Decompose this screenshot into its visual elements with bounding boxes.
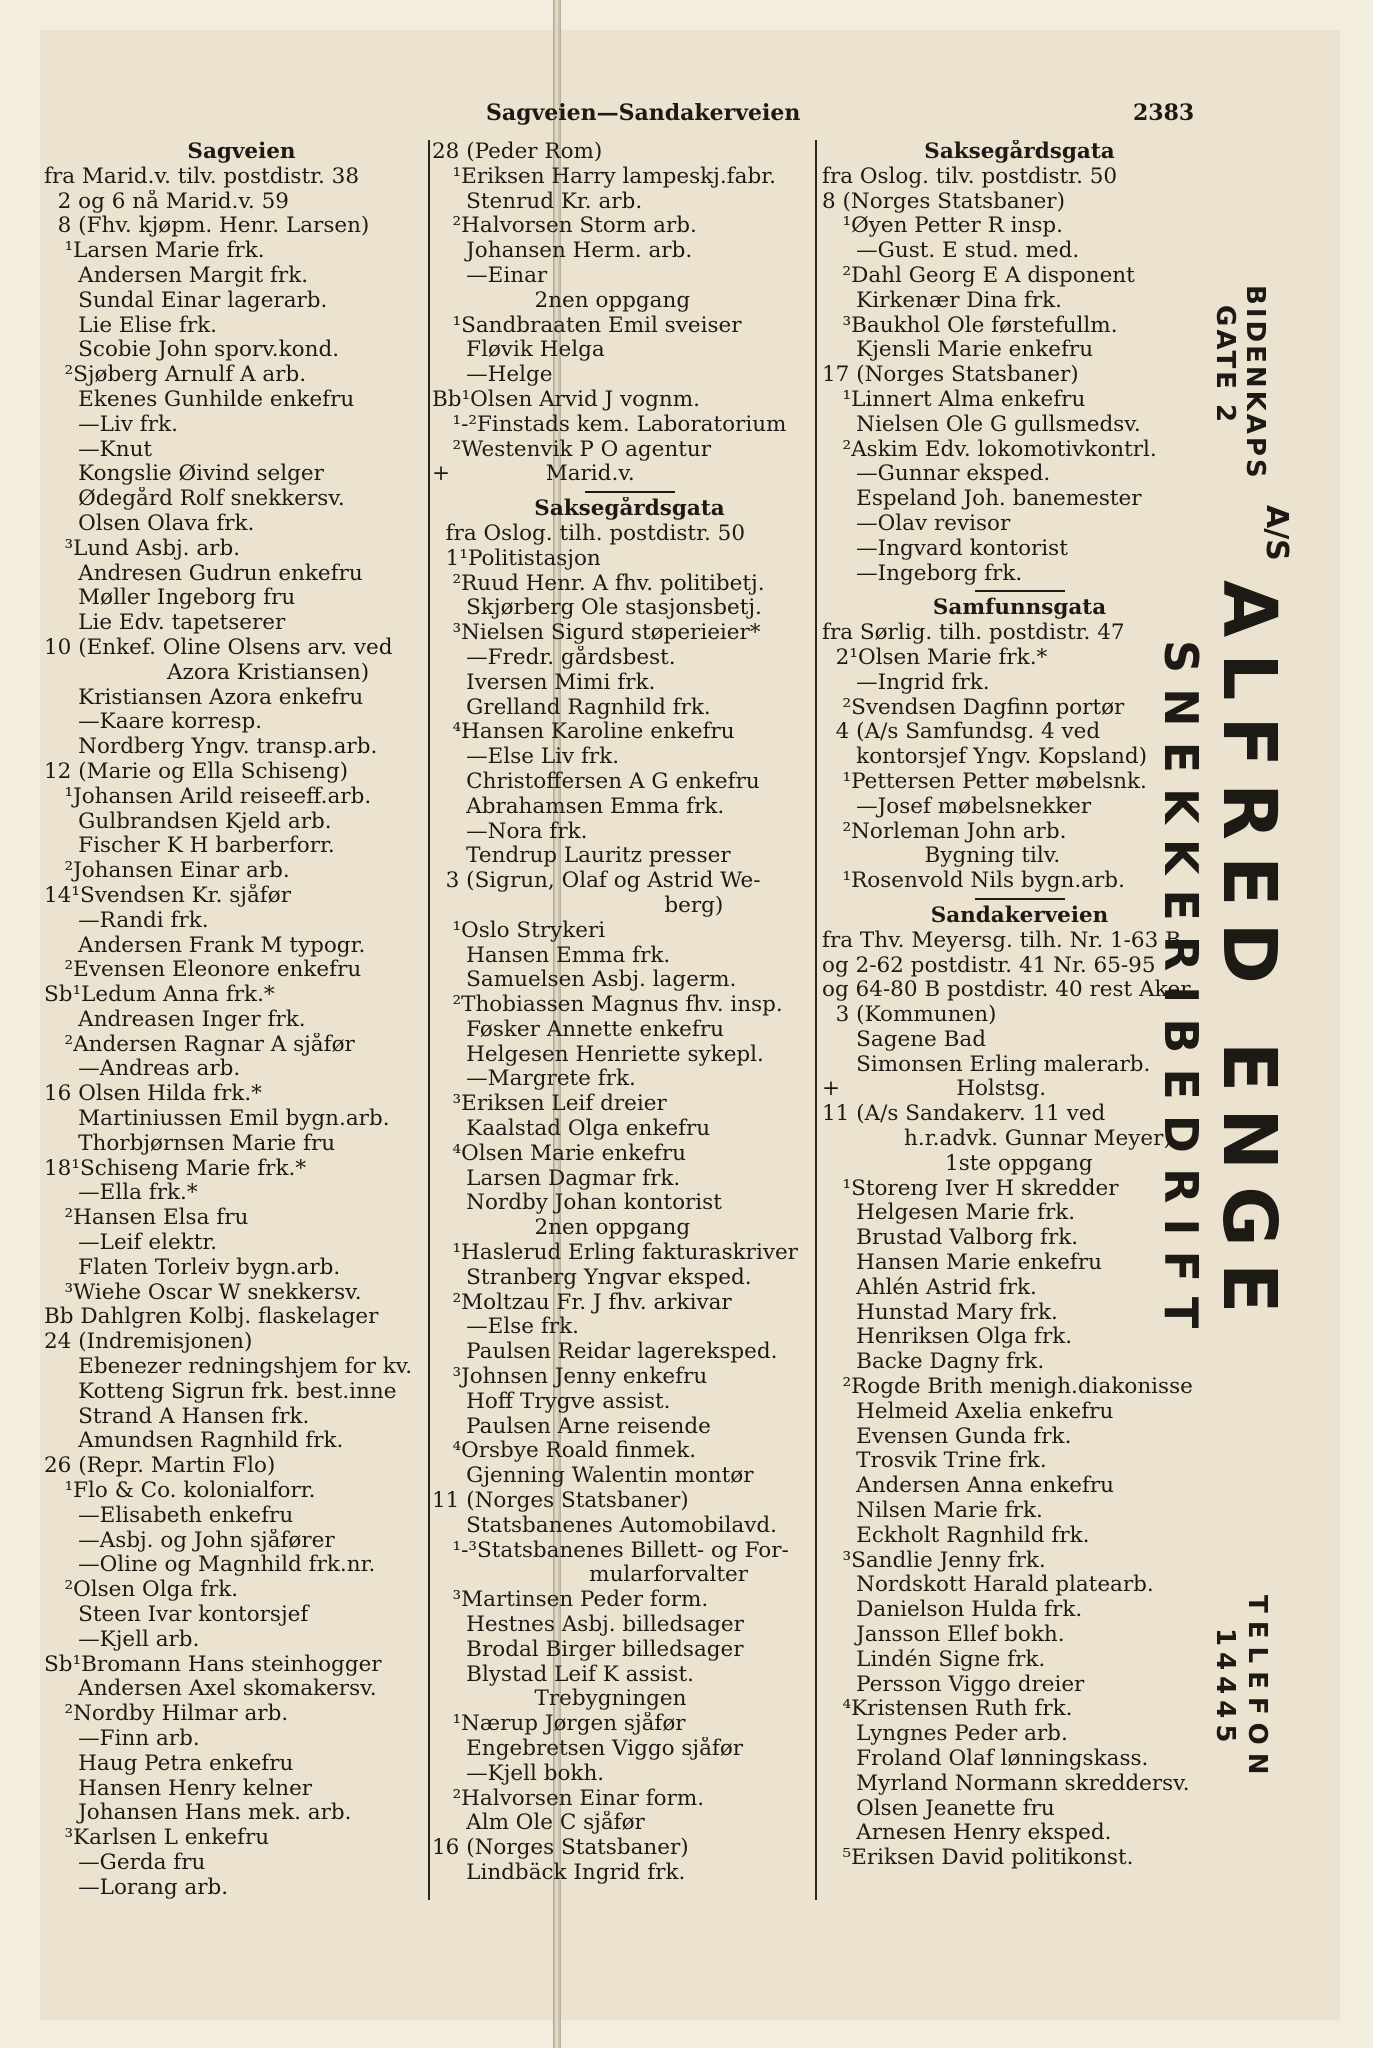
entry-line: —Gunnar eksped. bbox=[822, 462, 1051, 487]
entry-line: Kjensli Marie enkefru bbox=[822, 338, 1094, 363]
entry-line: 1¹Politistasjon bbox=[432, 546, 601, 571]
entry-line: ²Andersen Ragnar A sjåfør bbox=[44, 1032, 355, 1057]
entry-line: ²Hansen Elsa fru bbox=[44, 1206, 249, 1231]
entry-line: Trebygningen bbox=[432, 1687, 687, 1712]
ad-phone-number: 14445 bbox=[1210, 1628, 1240, 1749]
entry-line: 17 (Norges Statsbaner) bbox=[822, 363, 1079, 388]
entry-line: —Kjell arb. bbox=[44, 1627, 200, 1652]
entry-line: Kristiansen Azora enkefru bbox=[44, 685, 364, 710]
entry-line: ⁴Olsen Marie enkefru bbox=[432, 1141, 687, 1166]
entry-line: Simonsen Erling malerarb. bbox=[822, 1052, 1151, 1077]
entry-line: —Andreas arb. bbox=[44, 1057, 241, 1082]
entry-line: —Finn arb. bbox=[44, 1727, 200, 1751]
entry-line: —Einar bbox=[432, 263, 548, 288]
entry-line: —Margrete frk. bbox=[432, 1067, 636, 1092]
entry-line: Lie Elise frk. bbox=[44, 313, 218, 338]
entry-line: Alm Ole C sjåfør bbox=[432, 1811, 645, 1836]
entry-line: Martiniussen Emil bygn.arb. bbox=[44, 1107, 390, 1132]
entry-line: 28 (Peder Rom) bbox=[432, 140, 603, 164]
ad-address-line1: BIDENKAPS bbox=[1240, 285, 1270, 481]
entry-line: —Nora frk. bbox=[432, 819, 588, 844]
entry-line: 2nen oppgang bbox=[432, 1216, 691, 1241]
entry-line: Hestnes Asbj. billedsager bbox=[432, 1613, 744, 1638]
entry-line: Johansen Hans mek. arb. bbox=[44, 1801, 352, 1826]
entry-line: —Leif elektr. bbox=[44, 1231, 218, 1256]
entry-line: ³Sandlie Jenny frk. bbox=[822, 1548, 1046, 1573]
entry-line: Flaten Torleiv bygn.arb. bbox=[44, 1255, 341, 1280]
entry-line: 18¹Schiseng Marie frk.* bbox=[44, 1156, 307, 1181]
entry-line: kontorsjef Yngv. Kopsland) bbox=[822, 745, 1148, 770]
entry-line: ³Karlsen L enkefru bbox=[44, 1826, 270, 1851]
entry-line: Iversen Mimi frk. bbox=[432, 670, 656, 695]
entry-line: Sundal Einar lagerarb. bbox=[44, 288, 328, 313]
entry-line: Fischer K H barberforr. bbox=[44, 834, 335, 859]
entry-line: ¹Johansen Arild reiseeff.arb. bbox=[44, 784, 372, 809]
street-heading: Samfunnsgata bbox=[932, 596, 1107, 621]
entry-line: 2 og 6 nå Marid.v. 59 bbox=[44, 189, 289, 214]
entry-line: ²Dahl Georg E A disponent bbox=[822, 263, 1135, 288]
entry-line: ³Johnsen Jenny enkefru bbox=[432, 1365, 708, 1390]
entry-line: 3 (Kommunen) bbox=[822, 1003, 997, 1028]
entry-line: Scobie John sporv.kond. bbox=[44, 338, 340, 363]
entry-line: Hansen Henry kelner bbox=[44, 1776, 313, 1801]
entry-line: Froland Olaf lønningskass. bbox=[822, 1747, 1149, 1771]
entry-line: —Elisabeth enkefru bbox=[44, 1503, 294, 1528]
entry-line: —Randi frk. bbox=[44, 908, 209, 933]
entry-line: Jansson Ellef bokh. bbox=[822, 1623, 1065, 1648]
entry-line: Helgesen Henriette sykepl. bbox=[432, 1042, 764, 1067]
entry-line: —Ingvard kontorist bbox=[822, 536, 1068, 561]
entry-line: —Ingeborg frk. bbox=[822, 561, 1023, 586]
entry-line: 11 (A/s Sandakerv. 11 ved bbox=[822, 1102, 1106, 1127]
entry-line: ¹Pettersen Petter møbelsnk. bbox=[822, 769, 1147, 794]
entry-line: 14¹Svendsen Kr. sjåfør bbox=[44, 883, 291, 908]
entry-line: Lindbäck Ingrid frk. bbox=[432, 1860, 686, 1885]
entry-line: —Lorang arb. bbox=[44, 1875, 229, 1900]
entry-line: Eckholt Ragnhild frk. bbox=[822, 1523, 1090, 1548]
entry-line: Bb¹Olsen Arvid J vognm. bbox=[432, 387, 700, 412]
entry-line: Statsbanenes Automobilavd. bbox=[432, 1513, 777, 1538]
entry-line: ²Evensen Eleonore enkefru bbox=[44, 958, 362, 983]
ad-phone-label: TELEFON bbox=[1242, 1595, 1272, 1783]
entry-line: 11 (Norges Statsbaner) bbox=[432, 1489, 689, 1514]
entry-line: ²Svendsen Dagfinn portør bbox=[822, 695, 1125, 720]
entry-line: Henriksen Olga frk. bbox=[822, 1325, 1073, 1350]
entry-line: Gulbrandsen Kjeld arb. bbox=[44, 809, 332, 834]
entry-line: Gjenning Walentin montør bbox=[432, 1464, 754, 1489]
entry-line: Stenrud Kr. arb. bbox=[432, 189, 643, 214]
entry-line: Hoff Trygve assist. bbox=[432, 1389, 671, 1414]
entry-line: ³Wiehe Oscar W snekkersv. bbox=[44, 1280, 362, 1305]
entry-line: Bygning tilv. bbox=[822, 844, 1061, 869]
entry-line: ¹Linnert Alma enkefru bbox=[822, 387, 1086, 412]
entry-line: 12 (Marie og Ella Schiseng) bbox=[44, 759, 349, 784]
entry-line: Kongslie Øivind selger bbox=[44, 462, 324, 487]
entry-line: Abrahamsen Emma frk. bbox=[432, 794, 725, 819]
entry-line: fra Marid.v. tilv. postdistr. 38 bbox=[44, 164, 360, 189]
column-2 bbox=[432, 140, 827, 1886]
entry-line: Amundsen Ragnhild frk. bbox=[44, 1429, 344, 1454]
entry-line: Føsker Annette enkefru bbox=[432, 1017, 724, 1042]
entry-line: ²Olsen Olga frk. bbox=[44, 1578, 239, 1603]
entry-line: Nordberg Yngv. transp.arb. bbox=[44, 735, 378, 760]
entry-line: Ødegård Rolf snekkersv. bbox=[44, 487, 345, 512]
entry-line: 10 (Enkef. Oline Olsens arv. ved bbox=[44, 635, 393, 660]
entry-line: —Kaare korresp. bbox=[44, 710, 263, 735]
entry-line: ¹Haslerud Erling fakturaskriver bbox=[432, 1241, 798, 1266]
entry-line: Christoffersen A G enkefru bbox=[432, 769, 760, 794]
entry-line: —Else Liv frk. bbox=[432, 745, 620, 770]
entry-line: Samuelsen Asbj. lagerm. bbox=[432, 968, 737, 993]
entry-line: Møller Ingeborg fru bbox=[44, 586, 296, 611]
entry-line: Espeland Joh. banemester bbox=[822, 487, 1142, 512]
entry-line: + Marid.v. bbox=[432, 462, 635, 487]
entry-line: Myrland Normann skreddersv. bbox=[822, 1771, 1190, 1796]
entry-line: Andresen Gudrun enkefru bbox=[44, 561, 363, 586]
entry-line: —Josef møbelsnekker bbox=[822, 794, 1092, 819]
page-number: 2383 bbox=[1133, 100, 1195, 126]
entry-line: 2¹Olsen Marie frk.* bbox=[822, 645, 1048, 670]
column-1 bbox=[44, 140, 439, 1901]
entry-line: Nielsen Ole G gullsmedsv. bbox=[822, 412, 1141, 437]
entry-line: ³Lund Asbj. arb. bbox=[44, 536, 241, 561]
entry-line: og 2-62 postdistr. 41 Nr. 65-95 bbox=[822, 953, 1156, 978]
entry-line: ¹Storeng Iver H skredder bbox=[822, 1176, 1119, 1201]
ad-business: SNEKKERIBEDRIFT bbox=[1154, 640, 1208, 1344]
ad-address-line2: GATE 2 bbox=[1210, 305, 1240, 426]
entry-line: 16 (Norges Statsbaner) bbox=[432, 1836, 689, 1861]
street-heading: Saksegårdsgata bbox=[534, 497, 725, 522]
entry-line: ³Baukhol Ole førstefullm. bbox=[822, 313, 1118, 338]
entry-line: —Ingrid frk. bbox=[822, 670, 990, 695]
entry-line: ³Martinsen Peder form. bbox=[432, 1588, 709, 1613]
entry-line: Ekenes Gunhilde enkefru bbox=[44, 387, 355, 412]
entry-line: Bb Dahlgren Kolbj. flaskelager bbox=[44, 1305, 379, 1330]
entry-line: ¹Flo & Co. kolonialforr. bbox=[44, 1479, 316, 1504]
entry-line: —Fredr. gårdsbest. bbox=[432, 645, 676, 670]
entry-line: ³Eriksen Leif dreier bbox=[432, 1092, 667, 1117]
ad-company-prefix: A/S bbox=[1259, 505, 1294, 561]
entry-line: Ahlén Astrid frk. bbox=[822, 1275, 1037, 1300]
entry-line: Paulsen Reidar lagereksped. bbox=[432, 1340, 778, 1365]
entry-line: 26 (Repr. Martin Flo) bbox=[44, 1454, 276, 1479]
entry-line: —Kjell bokh. bbox=[432, 1761, 605, 1786]
entry-line: fra Oslog. tilv. postdistr. 50 bbox=[822, 164, 1118, 189]
entry-line: + Holstsg. bbox=[822, 1077, 1047, 1102]
entry-line: Andersen Frank M typogr. bbox=[44, 933, 366, 958]
entry-line: Fløvik Helga bbox=[432, 338, 605, 363]
entry-line: Stranberg Yngvar eksped. bbox=[432, 1265, 752, 1290]
entry-line: Grelland Ragnhild frk. bbox=[432, 695, 711, 720]
entry-line: Helgesen Marie frk. bbox=[822, 1201, 1076, 1226]
entry-line: Brustad Valborg frk. bbox=[822, 1226, 1079, 1251]
entry-line: Strand A Hansen frk. bbox=[44, 1404, 310, 1429]
entry-line: Andreasen Inger frk. bbox=[44, 1007, 306, 1032]
entry-line: Kotteng Sigrun frk. best.inne bbox=[44, 1379, 397, 1404]
entry-line: ²Westenvik P O agentur bbox=[432, 437, 711, 462]
entry-line: Lyngnes Peder arb. bbox=[822, 1722, 1068, 1747]
entry-line: ²Askim Edv. lokomotivkontrl. bbox=[822, 437, 1157, 462]
entry-line: ⁵Eriksen David politikonst. bbox=[822, 1846, 1134, 1871]
entry-line: Trosvik Trine frk. bbox=[822, 1449, 1047, 1474]
entry-line: mularforvalter bbox=[432, 1563, 749, 1588]
entry-line: ¹Oslo Strykeri bbox=[432, 918, 606, 943]
page-header-title: Sagveien—Sandakerveien bbox=[486, 100, 801, 126]
entry-line: Arnesen Henry eksped. bbox=[822, 1821, 1112, 1846]
entry-line: —Olav revisor bbox=[822, 511, 1011, 536]
ad-company-name: ALFRED ENGE bbox=[1206, 580, 1292, 1330]
entry-line: Hansen Emma frk. bbox=[432, 943, 671, 968]
entry-line: Hunstad Mary frk. bbox=[822, 1300, 1058, 1325]
entry-line: Evensen Gunda frk. bbox=[822, 1424, 1072, 1449]
street-heading: Sandakerveien bbox=[930, 903, 1109, 928]
entry-line: Nordby Johan kontorist bbox=[432, 1191, 722, 1216]
entry-line: Sb¹Bromann Hans steinhogger bbox=[44, 1652, 382, 1677]
entry-line: ²Sjøberg Arnulf A arb. bbox=[44, 363, 307, 388]
entry-line: ¹Nærup Jørgen sjåfør bbox=[432, 1712, 686, 1737]
entry-line: Nordskott Harald platearb. bbox=[822, 1573, 1154, 1598]
entry-line: 16 Olsen Hilda frk.* bbox=[44, 1082, 262, 1107]
entry-line: —Ella frk.* bbox=[44, 1181, 198, 1206]
entry-line: Sb¹Ledum Anna frk.* bbox=[44, 983, 275, 1008]
entry-line: Danielson Hulda frk. bbox=[822, 1598, 1083, 1623]
entry-line: Hansen Marie enkefru bbox=[822, 1251, 1102, 1276]
entry-line: Persson Viggo dreier bbox=[822, 1672, 1085, 1697]
entry-line: ³Nielsen Sigurd støperieier* bbox=[432, 621, 761, 646]
entry-line: Brodal Birger billedsager bbox=[432, 1637, 744, 1662]
section-rule bbox=[432, 487, 827, 497]
entry-line: Olsen Jeanette fru bbox=[822, 1796, 1055, 1821]
entry-line: —Else frk. bbox=[432, 1315, 579, 1340]
entry-line: ²Thobiassen Magnus fhv. insp. bbox=[432, 993, 783, 1018]
entry-line: ¹Øyen Petter R insp. bbox=[822, 214, 1064, 239]
entry-line: fra Oslog. tilh. postdistr. 50 bbox=[432, 521, 746, 546]
entry-line: Blystad Leif K assist. bbox=[432, 1662, 694, 1687]
entry-line: Skjørberg Ole stasjonsbetj. bbox=[432, 596, 762, 621]
entry-line: Haug Petra enkefru bbox=[44, 1751, 294, 1776]
entry-line: Azora Kristiansen) bbox=[44, 660, 370, 685]
entry-line: Ebenezer redningshjem for kv. bbox=[44, 1355, 413, 1380]
entry-line: Kaalstad Olga enkefru bbox=[432, 1117, 711, 1142]
entry-line: 24 (Indremisjonen) bbox=[44, 1330, 253, 1355]
entry-line: ²Norleman John arb. bbox=[822, 819, 1067, 844]
entry-line: ¹-²Finstads kem. Laboratorium bbox=[432, 412, 787, 437]
entry-line: Larsen Dagmar frk. bbox=[432, 1166, 681, 1191]
entry-line: 2nen oppgang bbox=[432, 288, 691, 313]
entry-line: ⁴Orsbye Roald finmek. bbox=[432, 1439, 697, 1464]
entry-line: ¹Eriksen Harry lampeskj.fabr. bbox=[432, 164, 776, 189]
entry-line: Lie Edv. tapetserer bbox=[44, 611, 286, 636]
entry-line: Lindén Signe frk. bbox=[822, 1647, 1046, 1672]
entry-line: —Asbj. og John sjåfører bbox=[44, 1528, 335, 1553]
entry-line: ¹-³Statsbanenes Billett- og For- bbox=[432, 1538, 789, 1563]
entry-line: Andersen Margit frk. bbox=[44, 263, 309, 288]
entry-line: ¹Sandbraaten Emil sveiser bbox=[432, 313, 742, 338]
entry-line: Nilsen Marie frk. bbox=[822, 1499, 1043, 1524]
entry-line: ⁴Hansen Karoline enkefru bbox=[432, 720, 735, 745]
entry-line: —Oline og Magnhild frk.nr. bbox=[44, 1553, 376, 1578]
street-heading: Sagveien bbox=[187, 140, 296, 164]
entry-line: —Gust. E stud. med. bbox=[822, 239, 1080, 264]
entry-line: Helmeid Axelia enkefru bbox=[822, 1399, 1114, 1424]
entry-line: ⁴Kristensen Ruth frk. bbox=[822, 1697, 1073, 1722]
entry-line: ²Rogde Brith menigh.diakonisse bbox=[822, 1375, 1193, 1400]
entry-line: Kirkenær Dina frk. bbox=[822, 288, 1063, 313]
entry-line: Johansen Herm. arb. bbox=[432, 239, 693, 264]
entry-line: 1ste oppgang bbox=[822, 1151, 1093, 1176]
entry-line: —Liv frk. bbox=[44, 412, 178, 437]
entry-line: 4 (A/s Samfundsg. 4 ved bbox=[822, 720, 1101, 745]
entry-line: ²Johansen Einar arb. bbox=[44, 859, 290, 884]
entry-line: Olsen Olava frk. bbox=[44, 511, 255, 536]
entry-line: Engebretsen Viggo sjåfør bbox=[432, 1737, 744, 1761]
entry-line: ²Nordby Hilmar arb. bbox=[44, 1702, 289, 1727]
entry-line: Sagene Bad bbox=[822, 1027, 986, 1052]
entry-line: Steen Ivar kontorsjef bbox=[44, 1603, 309, 1628]
section-rule bbox=[822, 586, 1217, 596]
entry-line: 8 (Norges Statsbaner) bbox=[822, 189, 1065, 214]
entry-line: fra Sørlig. tilh. postdistr. 47 bbox=[822, 621, 1125, 646]
entry-line: ²Halvorsen Storm arb. bbox=[432, 214, 697, 239]
entry-line: Thorbjørnsen Marie fru bbox=[44, 1131, 336, 1156]
entry-line: Paulsen Arne reisende bbox=[432, 1414, 711, 1439]
entry-line: og 64-80 B postdistr. 40 rest Aker bbox=[822, 978, 1191, 1003]
entry-line: ²Halvorsen Einar form. bbox=[432, 1786, 705, 1811]
entry-line: Andersen Axel skomakersv. bbox=[44, 1677, 377, 1702]
entry-line: ²Moltzau Fr. J fhv. arkivar bbox=[432, 1290, 732, 1315]
entry-line: Andersen Anna enkefru bbox=[822, 1474, 1115, 1499]
entry-line: ¹Rosenvold Nils bygn.arb. bbox=[822, 869, 1125, 894]
entry-line: Backe Dagny frk. bbox=[822, 1350, 1045, 1375]
entry-line: —Knut bbox=[44, 437, 153, 462]
entry-line: berg) bbox=[432, 893, 724, 918]
entry-line: —Gerda fru bbox=[44, 1850, 206, 1875]
entry-line: fra Thv. Meyersg. tilh. Nr. 1-63 B bbox=[822, 928, 1181, 953]
entry-line: —Helge bbox=[432, 363, 553, 388]
entry-line: 8 (Fhv. kjøpm. Henr. Larsen) bbox=[44, 214, 370, 239]
street-heading: Saksegårdsgata bbox=[924, 140, 1115, 164]
entry-line: ¹Larsen Marie frk. bbox=[44, 239, 265, 264]
entry-line: Tendrup Lauritz presser bbox=[432, 844, 731, 869]
entry-line: ²Ruud Henr. A fhv. politibetj. bbox=[432, 571, 765, 596]
entry-line: h.r.advk. Gunnar Meyer) bbox=[822, 1127, 1172, 1152]
entry-line: 3 (Sigrun, Olaf og Astrid We- bbox=[432, 869, 761, 894]
